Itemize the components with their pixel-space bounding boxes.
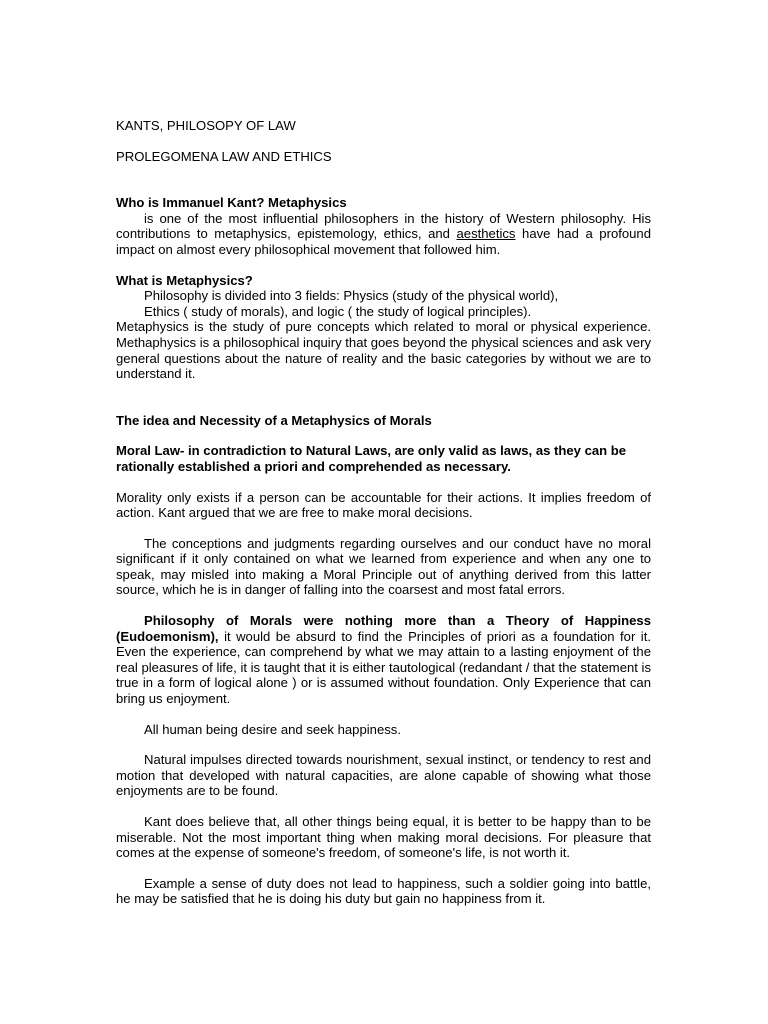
philosophy-text: it would be absurd to find the Principles of priori as a foundation for it. Even the experience, can comprehend by what we may attain to a lasting enjoyment of the real pleasures of life, it is taught that it is either tautological (redandant / that the statement is true in a form of logical alone ) or is assumed without foundation. Only Experience that can bring us enjoyment. — [116, 628, 651, 707]
paragraph-natural-impulses: Natural impulses directed towards nourishment, sexual instinct, or tendency to rest and motion that developed with natural capacities, are alone capable of showing what those enjoyments are to be found. — [116, 752, 651, 799]
aesthetics-link[interactable]: aesthetics — [456, 226, 516, 242]
heading-who-is-kant: Who is Immanuel Kant? Metaphysics — [116, 195, 347, 211]
heading-what-is-metaphysics: What is Metaphysics? — [116, 272, 253, 288]
paragraph-example: Example a sense of duty does not lead to happiness, such a soldier going into battle, he may be satisfied that he is doing his duty but gain no happiness from it. — [116, 875, 651, 907]
who-text-post: have had a profound impact on almost every philosophical movement that followed him. — [116, 226, 651, 257]
who-text-pre: is one of the most influential philosophers in the history of Western philosophy. His contributions to metaphysics, epistemology, ethics, and — [116, 210, 651, 242]
paragraph-morality: Morality only exists if a person can be accountable for their actions. It implies freedom of action. Kant argued that we are free to make moral decisions. — [116, 489, 651, 521]
paragraph-who-is-kant — [116, 211, 651, 258]
document-title: KANTS, PHILOSOPY OF LAW — [116, 118, 296, 133]
document-subtitle: PROLEGOMENA LAW AND ETHICS — [116, 148, 332, 164]
paragraph-conceptions: The conceptions and judgments regarding ourselves and our conduct have no moral significant if it only contained on what we learned from experience and when any one to speak, may misled into making a Moral Principle out of anything derived from this latter source, which he is in danger of falling into the coarsest and most fatal errors. — [116, 535, 651, 598]
heading-idea-and-necessity: The idea and Necessity of a Metaphysics of Morals — [116, 412, 432, 428]
paragraph-fields-line2: Ethics ( study of morals), and logic ( the study of logical principles). — [144, 303, 532, 319]
paragraph-moral-law: Moral Law- in contradiction to Natural Laws, are only valid as laws, as they can be rationally established a priori and comprehended as necessary. — [116, 443, 627, 474]
paragraph-philosophy-of-morals — [116, 613, 651, 707]
philosophy-bold-text: Philosophy of Morals were nothing more than a Theory of Happiness (Eudoemonism), — [116, 613, 651, 644]
paragraph-kant-believes: Kant does believe that, all other things being equal, it is better to be happy than to be miserable. Not the most important thing when making moral decisions. For pleasure that comes at the expense of someone's freedom, of someone's life, is not worth it. — [116, 814, 651, 861]
paragraph-fields-line1: Philosophy is divided into 3 fields: Physics (study of the physical world), — [144, 288, 559, 304]
paragraph-metaphysics-definition: Metaphysics is the study of pure concepts which related to moral or physical experience. Methaphysics is a philosophical inquiry that goes beyond the physical sciences and ask very general questions about the nature of reality and the basic categories by without we are to understand it. — [116, 319, 651, 382]
paragraph-desire: All human being desire and seek happiness. — [144, 721, 401, 737]
